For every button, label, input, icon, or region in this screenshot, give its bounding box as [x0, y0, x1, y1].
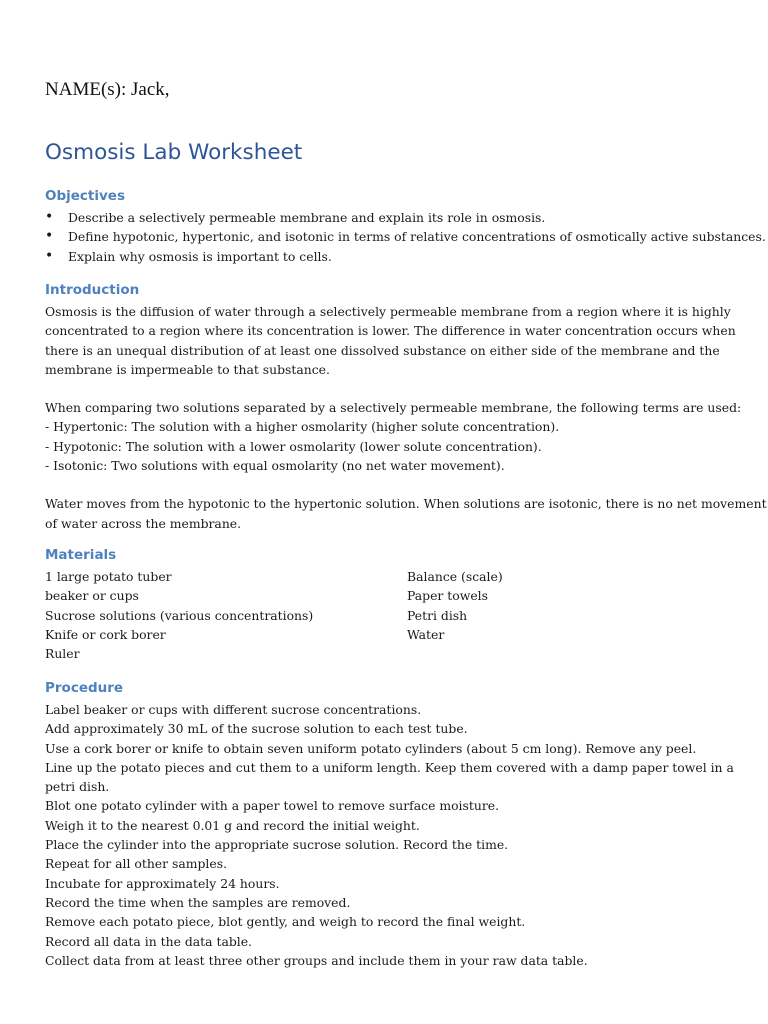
procedure-section	[45, 678, 735, 970]
text-line: of water across the membrane.	[45, 515, 242, 531]
procedure-step: Collect data from at least three other groups and include them in your raw data table.	[45, 952, 588, 968]
materials-list	[45, 567, 735, 663]
objectives-section	[45, 186, 766, 266]
objectives-list	[45, 208, 766, 266]
procedure-step: Incubate for approximately 24 hours.	[45, 875, 280, 891]
procedure-step: Weigh it to the nearest 0.01 g and record the initial weight.	[45, 817, 420, 833]
procedure-step: Use a cork borer or knife to obtain seven uniform potato cylinders (about 5 cm long). Remove any peel.	[45, 740, 697, 756]
procedure-step: Repeat for all other samples.	[45, 856, 228, 872]
material-item: Knife or cork borer	[45, 626, 166, 642]
student-name-line: NAME(s): Jack,	[45, 79, 170, 100]
material-item: Petri dish	[407, 607, 468, 623]
objectives-heading: Objectives	[45, 188, 125, 204]
material-item: Sucrose solutions (various concentrations)	[45, 607, 314, 623]
text-line: there is an unequal distribution of at least one dissolved substance on either side of the membrane and the	[45, 342, 720, 358]
introduction-heading: Introduction	[45, 282, 140, 298]
procedure-step: Record the time when the samples are removed.	[45, 894, 351, 910]
procedure-step: Add approximately 30 mL of the sucrose solution to each test tube.	[45, 721, 468, 737]
material-item: 1 large potato tuber	[45, 569, 172, 584]
text-line: - Isotonic: Two solutions with equal osmolarity (no net water movement).	[45, 458, 505, 474]
procedure-step: Record all data in the data table.	[45, 933, 252, 949]
objective-text: Define hypotonic, hypertonic, and isotonic in terms of relative concentrations of osmotically active substances.	[68, 229, 766, 245]
bullet-icon: •	[45, 228, 54, 245]
materials-right-column	[407, 567, 707, 663]
procedure-heading: Procedure	[45, 680, 124, 696]
material-item: Ruler	[45, 646, 80, 662]
introduction-paragraph-2	[45, 398, 742, 475]
introduction-paragraph-1	[45, 302, 735, 379]
text-line: When comparing two solutions separated by a selectively permeable membrane, the following terms are used:	[45, 400, 742, 416]
page-title: Osmosis Lab Worksheet	[45, 140, 303, 165]
introduction-paragraph-3	[45, 494, 767, 533]
material-item: beaker or cups	[45, 588, 139, 604]
procedure-step: Remove each potato piece, blot gently, and weigh to record the final weight.	[45, 914, 526, 930]
introduction-section	[45, 280, 767, 533]
text-line: - Hypertonic: The solution with a higher osmolarity (higher solute concentration).	[45, 419, 560, 435]
bullet-icon: •	[45, 209, 54, 225]
text-line: - Hypotonic: The solution with a lower osmolarity (lower solute concentration).	[45, 438, 542, 454]
materials-heading: Materials	[45, 547, 117, 563]
material-item: Paper towels	[407, 588, 488, 604]
text-line: concentrated to a region where its concentration is lower. The difference in water concentration occurs when	[45, 323, 736, 339]
bullet-icon: •	[45, 247, 54, 264]
materials-left-column	[45, 567, 407, 663]
objective-item	[45, 208, 735, 227]
text-line: membrane is impermeable to that substance.	[45, 361, 330, 377]
objective-item	[45, 227, 766, 246]
material-item: Balance (scale)	[407, 569, 503, 584]
text-line: Water moves from the hypotonic to the hypertonic solution. When solutions are isotonic, there is no net movement	[45, 496, 767, 512]
material-item: Water	[407, 626, 445, 642]
procedure-step: Blot one potato cylinder with a paper towel to remove surface moisture.	[45, 798, 500, 814]
materials-section	[45, 545, 735, 663]
procedure-step: Label beaker or cups with different sucrose concentrations.	[45, 702, 422, 717]
procedure-step: Place the cylinder into the appropriate sucrose solution. Record the time.	[45, 837, 509, 853]
text-line: Osmosis is the diffusion of water through a selectively permeable membrane from a region where it is highly	[45, 304, 731, 319]
procedure-step: Line up the potato pieces and cut them to a uniform length. Keep them covered with a damp paper towel in a petri dish.	[45, 759, 734, 795]
objective-text: Explain why osmosis is important to cells.	[68, 248, 332, 264]
objective-item	[45, 247, 735, 266]
procedure-list	[45, 700, 735, 970]
objective-text: Describe a selectively permeable membrane and explain its role in osmosis.	[68, 210, 546, 225]
